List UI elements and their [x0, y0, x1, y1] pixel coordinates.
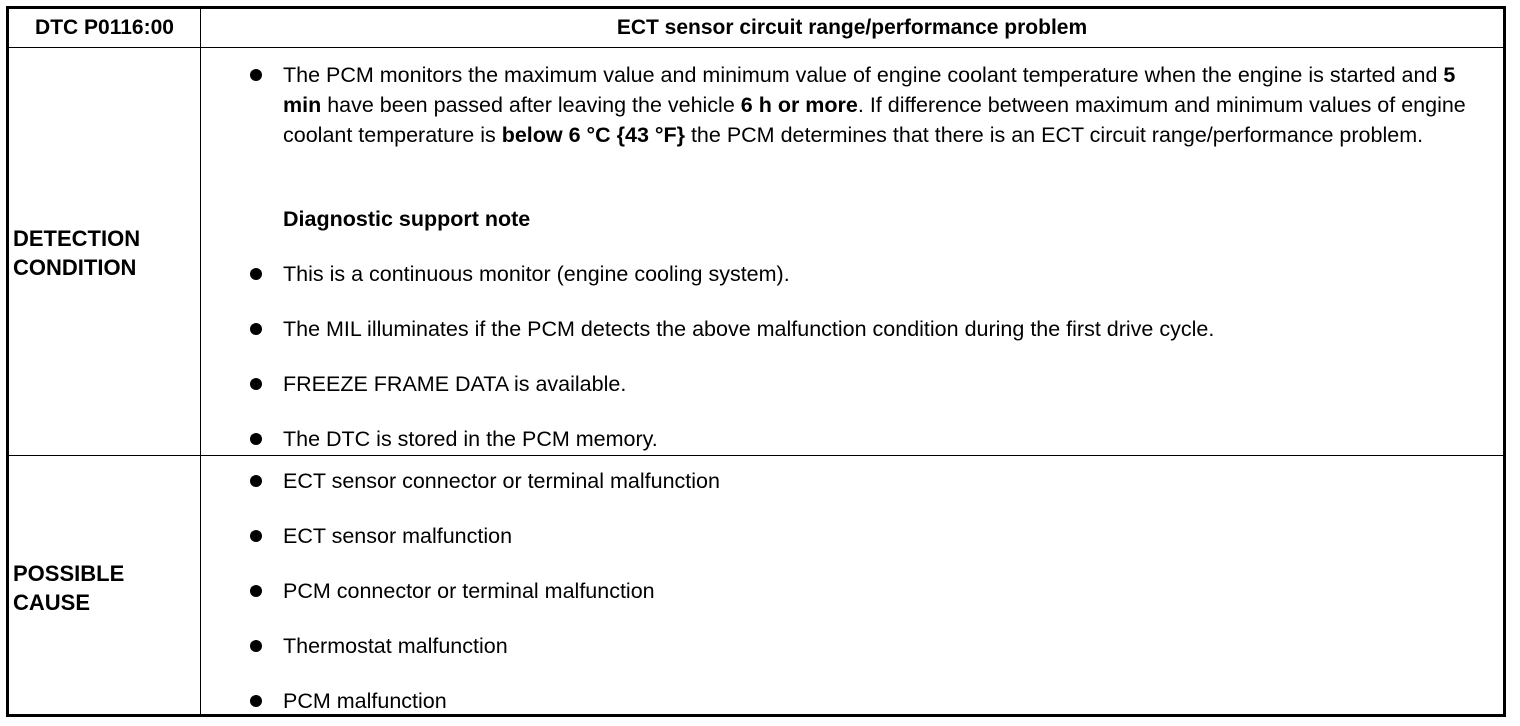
bullet-icon	[250, 323, 262, 335]
diagnostic-support-heading: Diagnostic support note	[283, 207, 531, 231]
possible-cause-label	[13, 559, 193, 617]
dtc-table	[6, 6, 1506, 717]
detection-value-temperature: below 6 °C {43 °F}	[501, 123, 685, 147]
column-divider	[200, 9, 201, 714]
cause-text: ECT sensor malfunction	[283, 524, 513, 548]
detection-text-4: the PCM determines that there is an ECT circuit range/performance problem.	[684, 123, 1424, 147]
bullet-icon	[250, 69, 262, 81]
cause-item	[283, 631, 1483, 661]
dtc-code: DTC P0116:00	[35, 16, 174, 39]
detection-text-1: The PCM monitors the maximum value and minimum value of engine coolant temperature when the engine is started and	[283, 63, 1444, 87]
detection-text-2: have been passed after leaving the vehicle	[321, 93, 741, 117]
note-item	[283, 314, 1483, 344]
bullet-icon	[250, 268, 262, 280]
bullet-icon	[250, 530, 262, 542]
cause-item	[283, 686, 1483, 716]
note-item	[283, 424, 1483, 454]
detection-value-time: 5 min	[283, 63, 1456, 117]
dtc-title: ECT sensor circuit range/performance problem	[616, 16, 1088, 39]
cause-item	[283, 466, 1483, 496]
detection-paragraph	[283, 60, 1483, 150]
cause-label-line2: CAUSE	[13, 590, 91, 615]
bullet-icon	[250, 378, 262, 390]
note-text: FREEZE FRAME DATA is available.	[283, 372, 627, 396]
cause-text: PCM connector or terminal malfunction	[283, 579, 655, 603]
detection-condition-label	[13, 224, 193, 282]
cause-label-line1: POSSIBLE	[13, 561, 125, 586]
cause-text: ECT sensor connector or terminal malfunction	[283, 469, 720, 493]
bullet-icon	[250, 640, 262, 652]
note-item	[283, 369, 1483, 399]
note-text: This is a continuous monitor (engine cooling system).	[283, 262, 790, 286]
row-divider	[9, 455, 1503, 456]
cause-text: PCM malfunction	[283, 689, 447, 713]
header-divider	[9, 47, 1503, 48]
detection-label-line2: CONDITION	[13, 255, 137, 280]
detection-text-3: . If difference between maximum and minimum values of engine coolant temperature is	[283, 93, 1466, 147]
bullet-icon	[250, 695, 262, 707]
bullet-icon	[250, 475, 262, 487]
detection-value-duration: 6 h or more	[740, 93, 858, 117]
cause-text: Thermostat malfunction	[283, 634, 508, 658]
detection-label-line1: DETECTION	[13, 226, 141, 251]
bullet-icon	[250, 585, 262, 597]
cause-item	[283, 521, 1483, 551]
cause-item	[283, 576, 1483, 606]
note-text: The DTC is stored in the PCM memory.	[283, 427, 658, 451]
note-text: The MIL illuminates if the PCM detects the above malfunction condition during the first drive cycle.	[283, 317, 1215, 341]
bullet-icon	[250, 433, 262, 445]
note-item	[283, 259, 1483, 289]
